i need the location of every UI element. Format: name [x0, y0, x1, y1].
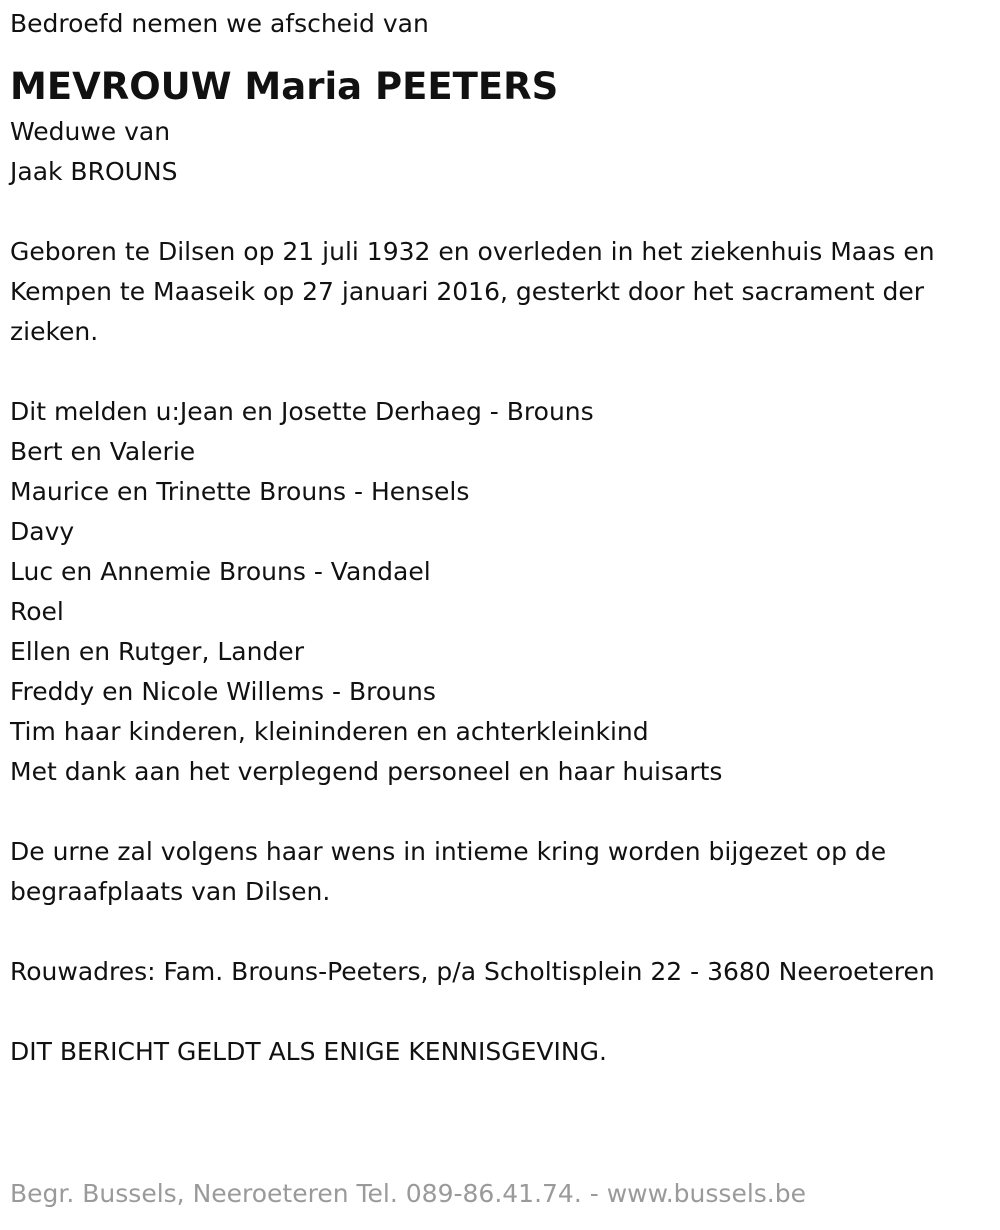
spacer	[10, 992, 995, 1032]
urn-notice: De urne zal volgens haar wens in intieme kring worden bijgezet op de begraafplaats van Dilsen.	[10, 837, 887, 906]
mourner-line: Roel	[10, 597, 64, 626]
mourner-line: Davy	[10, 517, 75, 546]
mourner-line: Luc en Annemie Brouns - Vandael	[10, 557, 431, 586]
spacer	[10, 352, 995, 392]
spouse-name: Jaak BROUNS	[10, 157, 178, 186]
mourner-line: Maurice en Trinette Brouns - Hensels	[10, 477, 470, 506]
mourner-line: Met dank aan het verplegend personeel en haar huisarts	[10, 757, 723, 786]
deceased-name: MEVROUW Maria PEETERS	[10, 65, 559, 108]
mourner-line: Freddy en Nicole Willems - Brouns	[10, 677, 436, 706]
mourner-line: Tim haar kinderen, kleininderen en achterkleinkind	[10, 717, 649, 746]
intro-text: Bedroefd nemen we afscheid van	[10, 9, 429, 38]
funeral-home-footer: Begr. Bussels, Neeroeteren Tel. 089-86.41.74. - www.bussels.be	[10, 1179, 806, 1208]
mourner-line: Ellen en Rutger, Lander	[10, 637, 304, 666]
mourner-line: Dit melden u:Jean en Josette Derhaeg - Brouns	[10, 397, 594, 426]
spacer	[10, 912, 995, 952]
relation-text: Weduwe van	[10, 117, 171, 146]
official-notice: DIT BERICHT GELDT ALS ENIGE KENNISGEVING.	[10, 1037, 607, 1066]
spacer	[10, 792, 995, 832]
obituary-notice	[10, 4, 995, 1072]
mourner-line: Bert en Valerie	[10, 437, 196, 466]
mourners-list	[10, 392, 995, 792]
spacer	[10, 192, 995, 232]
mourning-address: Rouwadres: Fam. Brouns-Peeters, p/a Scholtisplein 22 - 3680 Neeroeteren	[10, 957, 935, 986]
birth-death-paragraph: Geboren te Dilsen op 21 juli 1932 en overleden in het ziekenhuis Maas en Kempen te Maaseik op 27 januari 2016, gesterkt door het sacrament der zieken.	[10, 237, 935, 346]
